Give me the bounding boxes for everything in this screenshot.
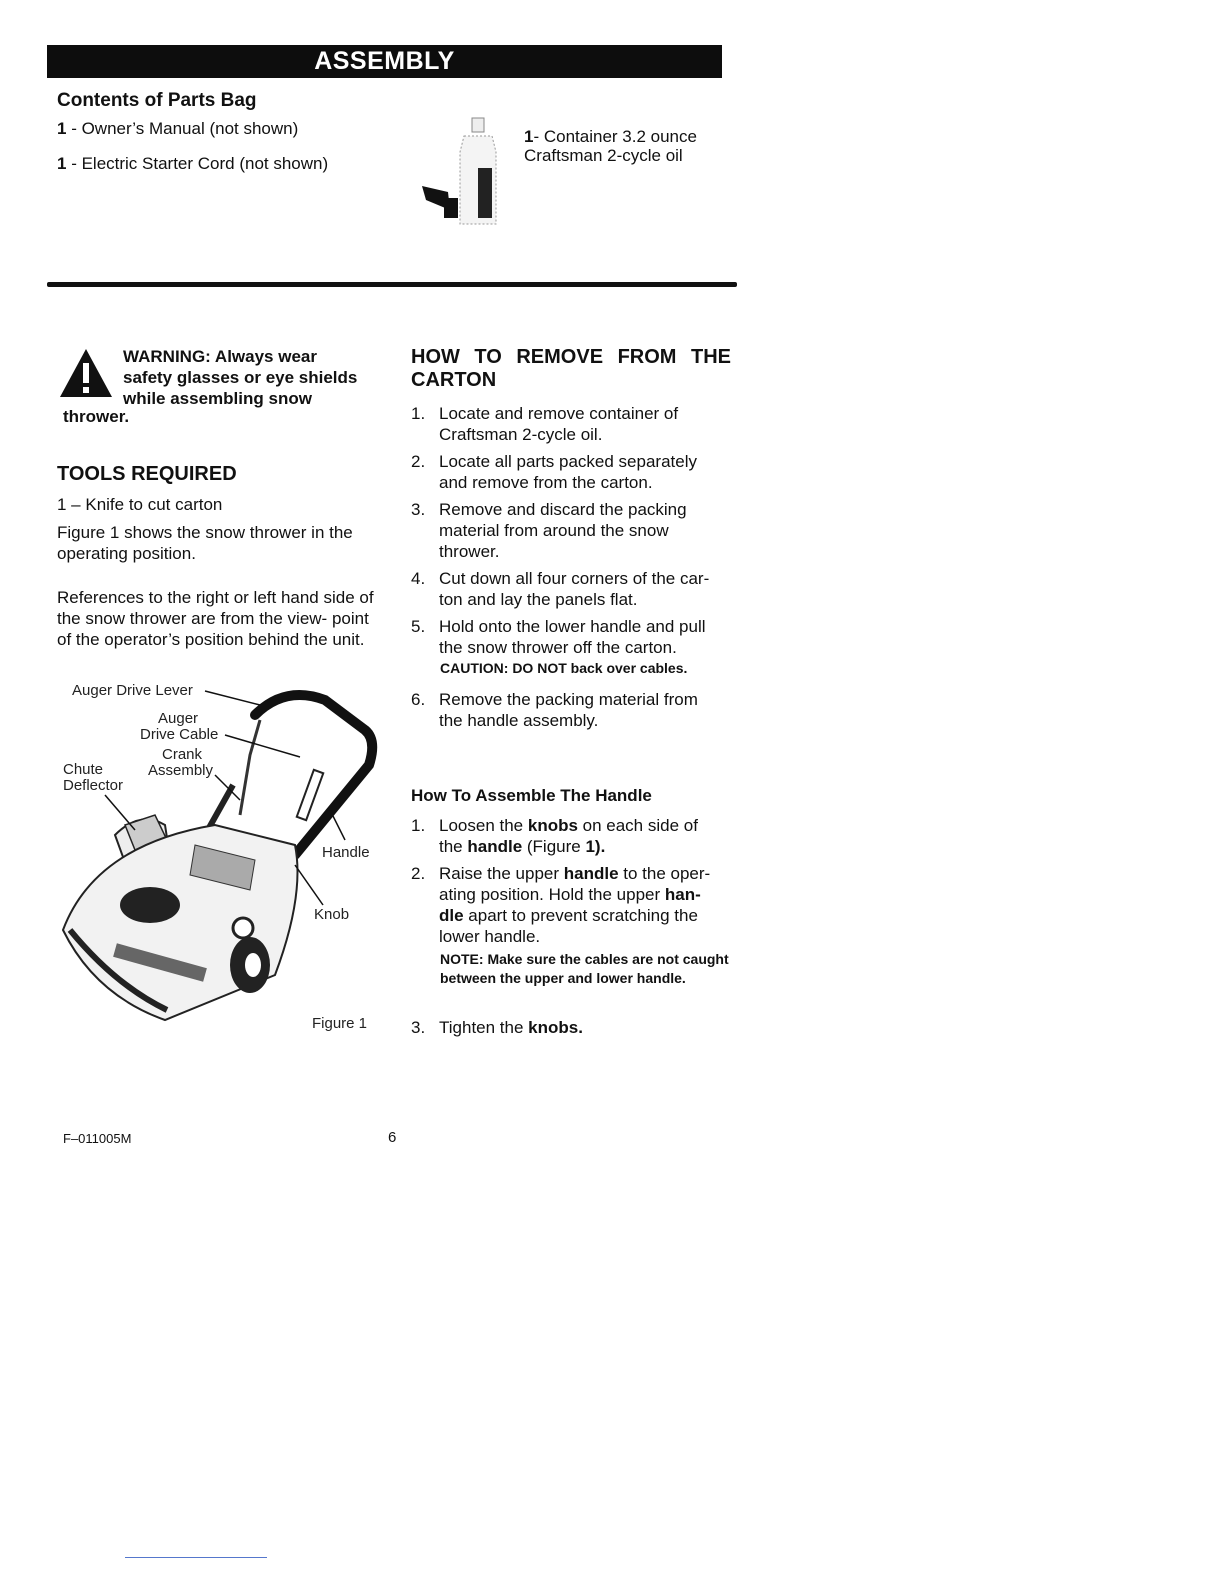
step-text: apart to prevent scratching the lower handle. bbox=[439, 906, 698, 946]
step-text: Raise the upper bbox=[439, 864, 564, 883]
remove-step bbox=[411, 499, 726, 562]
warning-line: while assembling snow bbox=[123, 389, 312, 408]
label-chute-deflector: Deflector bbox=[63, 777, 124, 794]
step-number: 2. bbox=[411, 864, 426, 883]
oil-line2: Craftsman 2-cycle oil bbox=[524, 146, 683, 165]
remove-step bbox=[411, 616, 726, 658]
step-text: to the oper- ating position. Hold the upper bbox=[439, 864, 711, 904]
handle-step bbox=[411, 863, 726, 947]
parts-bag-title: Contents of Parts Bag bbox=[57, 90, 257, 111]
leader-line bbox=[225, 735, 300, 757]
step-number: 5. bbox=[411, 617, 426, 636]
step-number: 2. bbox=[411, 452, 426, 471]
step-bold: knobs bbox=[527, 816, 578, 835]
step-text: Cut down all four corners of the car- ton and lay the panels flat. bbox=[439, 569, 710, 609]
warning-text bbox=[123, 346, 357, 409]
tools-para-1: Figure 1 shows the snow thrower in the operating position. bbox=[57, 523, 353, 563]
label-crank-assembly: Crank bbox=[162, 746, 203, 763]
label-auger-drive-cable: Drive Cable bbox=[140, 726, 219, 743]
step-bold: handle bbox=[563, 864, 619, 883]
step-bold: 1). bbox=[585, 837, 606, 856]
remove-steps bbox=[411, 403, 726, 664]
handle-steps bbox=[411, 815, 726, 953]
tools-item: 1 – Knife to cut carton bbox=[57, 495, 223, 514]
caution-text: CAUTION: DO NOT back over cables. bbox=[440, 660, 688, 676]
step-text: (Figure bbox=[522, 837, 586, 856]
warning-line: safety glasses or eye shields bbox=[123, 368, 358, 387]
step-number: 4. bbox=[411, 569, 426, 588]
step-text: Hold onto the lower handle and pull the snow thrower off the carton. bbox=[439, 617, 706, 657]
oil-line1: - Container 3.2 ounce bbox=[533, 127, 697, 146]
remove-step bbox=[411, 689, 726, 731]
label-auger-drive-cable: Auger bbox=[158, 710, 199, 727]
step-number: 6. bbox=[411, 690, 426, 709]
parts-item-text: - Owner’s Manual (not shown) bbox=[66, 119, 299, 138]
step-number: 3. bbox=[411, 500, 426, 519]
handle-step bbox=[411, 1017, 726, 1038]
remove-steps-cont bbox=[411, 689, 726, 737]
leader-line bbox=[295, 865, 323, 905]
step-text: Loosen the bbox=[439, 816, 528, 835]
step-bold: knobs. bbox=[528, 1018, 583, 1037]
parts-item-1 bbox=[57, 118, 298, 139]
oil-container-text bbox=[524, 127, 697, 165]
step-text: Remove the packing material from the handle assembly. bbox=[439, 690, 698, 730]
leader-line bbox=[330, 810, 345, 840]
step-text: on each side of the bbox=[439, 816, 698, 856]
figure-caption: Figure 1 bbox=[312, 1015, 368, 1032]
document-code: F–011005M bbox=[63, 1131, 132, 1146]
step-text: Remove and discard the packing material from around the snow thrower. bbox=[439, 500, 687, 561]
remove-step bbox=[411, 451, 726, 493]
warning-icon bbox=[58, 347, 114, 399]
step-text: Locate all parts packed separately and remove from the carton. bbox=[439, 452, 697, 492]
handle-steps-cont bbox=[411, 1017, 726, 1044]
step-bold: handle bbox=[467, 837, 523, 856]
remove-title: HOW TO REMOVE FROM THE CARTON bbox=[411, 346, 731, 391]
parts-item-qty: 1 bbox=[57, 154, 67, 173]
handle-step bbox=[411, 815, 726, 857]
leader-line bbox=[105, 795, 135, 830]
parts-item-2 bbox=[57, 153, 328, 174]
warning-line: thrower. bbox=[63, 407, 130, 426]
label-chute-deflector: Chute bbox=[63, 761, 104, 778]
parts-item-qty: 1 bbox=[57, 119, 67, 138]
leader-line bbox=[205, 691, 260, 705]
tools-para-2: References to the right or left hand side of the snow thrower are from the view- point of the operator’s position behind the unit. bbox=[57, 588, 374, 649]
label-crank-assembly: Assembly bbox=[148, 762, 214, 779]
note-text: NOTE: Make sure the cables are not caught between the upper and lower handle. bbox=[440, 951, 729, 986]
remove-step bbox=[411, 403, 726, 445]
oil-container-illustration bbox=[420, 112, 520, 232]
parts-item-text: - Electric Starter Cord (not shown) bbox=[66, 154, 329, 173]
step-number: 3. bbox=[411, 1018, 426, 1037]
section-banner: ASSEMBLY bbox=[47, 45, 722, 78]
step-number: 1. bbox=[411, 816, 426, 835]
bottom-rule bbox=[125, 1557, 267, 1558]
step-bold: han- dle bbox=[439, 885, 701, 925]
tools-title: TOOLS REQUIRED bbox=[57, 463, 237, 485]
step-text: Tighten the bbox=[439, 1018, 529, 1037]
page-number: 6 bbox=[388, 1129, 397, 1146]
handle-title: How To Assemble The Handle bbox=[411, 786, 652, 805]
label-knob: Knob bbox=[314, 906, 350, 923]
step-text: Locate and remove container of Craftsman 2-cycle oil. bbox=[439, 404, 679, 444]
label-auger-drive-lever: Auger Drive Lever bbox=[72, 682, 193, 699]
step-number: 1. bbox=[411, 404, 426, 423]
remove-step bbox=[411, 568, 726, 610]
label-handle: Handle bbox=[322, 844, 370, 861]
warning-line: WARNING: Always wear bbox=[123, 347, 317, 366]
oil-qty: 1 bbox=[524, 127, 534, 146]
section-divider bbox=[47, 282, 737, 287]
